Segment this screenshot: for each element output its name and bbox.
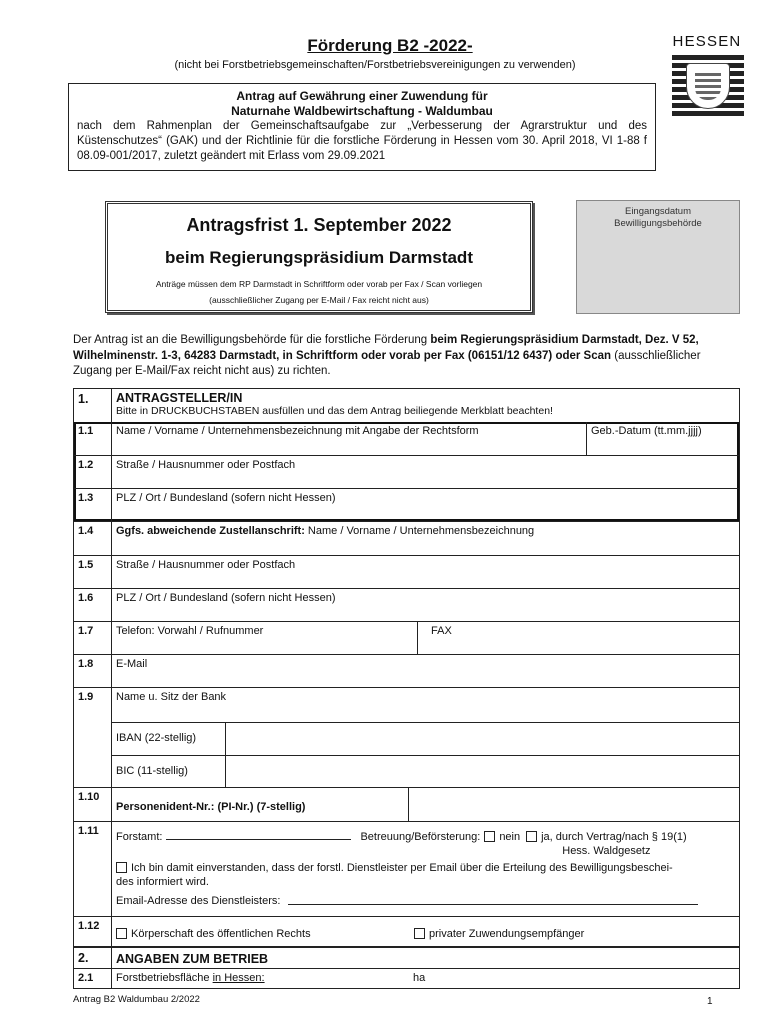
bank-field[interactable] bbox=[112, 688, 739, 722]
row-number: 1.4 bbox=[74, 522, 112, 555]
betreuung-label: Betreuung/Beförsterung: bbox=[360, 831, 481, 843]
forest-area-label: Forstbetriebsfläche bbox=[116, 972, 213, 984]
alt-street-field[interactable] bbox=[112, 556, 739, 588]
email-label: E-Mail bbox=[116, 658, 148, 670]
public-body-label: Körperschaft des öffentlichen Rechts bbox=[131, 928, 311, 940]
alt-address-field[interactable] bbox=[112, 522, 739, 555]
iban-label: IBAN (22-stellig) bbox=[112, 723, 226, 755]
forstamt-label: Forstamt: bbox=[116, 831, 163, 843]
section-1-title: ANTRAGSTELLER/IN bbox=[116, 391, 243, 405]
email-field[interactable] bbox=[112, 655, 739, 687]
instructions-part-2: beim Regierungspräsidium Darmstadt, Dez. V 52, Wilhelminenstr. 1-3, 64283 Darmstadt, in Schriftform oder vorab per Fax (06151/12 6437) oder Scan bbox=[73, 334, 699, 362]
application-form bbox=[73, 388, 740, 989]
birthdate-field[interactable] bbox=[587, 422, 739, 455]
row-number: 1.3 bbox=[74, 489, 112, 521]
section-1-hint: Bitte in DRUCKBUCHSTABEN ausfüllen und das dem Antrag beiliegende Merkblatt beachten! bbox=[116, 405, 553, 417]
pi-number-label: Personenident-Nr.: (PI-Nr.) (7-stellig) bbox=[112, 788, 409, 821]
receipt-stamp-box bbox=[576, 200, 740, 314]
deadline-line-2: beim Regierungspräsidium Darmstadt bbox=[165, 248, 473, 267]
alt-city-label: PLZ / Ort / Bundesland (sofern nicht Hessen) bbox=[116, 592, 336, 604]
submission-instructions bbox=[73, 333, 733, 380]
deadline-line-1: Antragsfrist 1. September 2022 bbox=[186, 215, 452, 235]
phone-label: Telefon: Vorwahl / Rufnummer bbox=[116, 625, 264, 637]
iban-field[interactable] bbox=[226, 723, 739, 755]
row-number: 1.6 bbox=[74, 589, 112, 621]
city-field[interactable] bbox=[112, 489, 739, 521]
public-body-checkbox[interactable] bbox=[116, 928, 127, 939]
intro-heading-2: Naturnahe Waldbewirtschaftung - Waldumbau bbox=[231, 104, 493, 118]
bic-label: BIC (11-stellig) bbox=[112, 756, 226, 788]
stamp-line-2: Bewilligungsbehörde bbox=[614, 218, 702, 229]
row-number: 1.10 bbox=[74, 788, 112, 821]
name-field[interactable] bbox=[112, 422, 587, 455]
section-2-number: 2. bbox=[74, 948, 112, 968]
row-1-12 bbox=[74, 916, 739, 946]
row-number: 1.9 bbox=[74, 688, 112, 787]
row-number: 1.12 bbox=[74, 917, 112, 946]
street-field[interactable] bbox=[112, 456, 739, 488]
section-2-title: ANGABEN ZUM BETRIEB bbox=[116, 952, 269, 966]
instructions-part-3: (ausschließlicher Zugang per E-Mail/Fax reicht nicht aus) zu richten. bbox=[73, 349, 701, 377]
private-recipient-checkbox[interactable] bbox=[414, 928, 425, 939]
ja-label: ja, durch Vertrag/nach § 19(1) bbox=[541, 831, 687, 843]
row-1-11 bbox=[74, 821, 739, 916]
alt-address-label-bold: Ggfs. abweichende Zustellanschrift: bbox=[116, 525, 305, 537]
row-1-6 bbox=[74, 588, 739, 621]
row-1-1 bbox=[74, 422, 739, 455]
fax-label: FAX bbox=[431, 625, 452, 637]
intro-text: nach dem Rahmenplan der Gemeinschaftsaufgabe zur „Verbesserung der Agrarstruktur und des Küstenschutzes“ (GAK) und der Richtlinie für die forstliche Förderung in Hessen vom 30. April 2018, VI 1-88 f 08.09-001/2017, zuletzt geändert mit Erlass vom 29.09.2021 bbox=[77, 120, 647, 162]
intro-heading-1: Antrag auf Gewährung einer Zuwendung für bbox=[236, 89, 488, 103]
bank-label: Name u. Sitz der Bank bbox=[116, 691, 227, 703]
phone-field[interactable] bbox=[112, 622, 418, 654]
document-subtitle: (nicht bei Forstbetriebsgemeinschaften/Forstbetriebsvereinigungen zu verwenden) bbox=[174, 59, 576, 71]
row-number: 1.11 bbox=[74, 822, 112, 916]
row-number: 1.5 bbox=[74, 556, 112, 588]
forstamt-input[interactable] bbox=[166, 830, 351, 840]
pi-number-field[interactable] bbox=[409, 788, 739, 821]
birthdate-label: Geb.-Datum (tt.mm.jjjj) bbox=[591, 425, 702, 437]
section-2-header bbox=[74, 946, 739, 968]
page-number: 1 bbox=[707, 996, 713, 1007]
forest-area-unit: ha bbox=[413, 972, 426, 984]
nein-checkbox[interactable] bbox=[484, 831, 495, 842]
alt-address-label: Name / Vorname / Unternehmensbezeichnung bbox=[304, 525, 535, 537]
consent-label: Ich bin damit einverstanden, dass der forstl. Dienstleister per Email über die Erteilung des Bewilligungsbeschei- bbox=[131, 862, 673, 874]
row-number: 2.1 bbox=[74, 969, 112, 988]
forest-area-label-hessen: in Hessen: bbox=[212, 972, 265, 984]
nein-label: nein bbox=[499, 831, 521, 843]
row-1-9 bbox=[74, 687, 739, 787]
hessen-logo-text: HESSEN bbox=[672, 33, 742, 50]
consent-label-2: des informiert wird. bbox=[116, 876, 209, 888]
row-2-1 bbox=[74, 968, 739, 988]
fax-field[interactable] bbox=[418, 622, 739, 654]
document-title: Förderung B2 -2022- bbox=[307, 36, 473, 55]
section-1-header bbox=[74, 389, 739, 422]
alt-street-label: Straße / Hausnummer oder Postfach bbox=[116, 559, 296, 571]
provider-email-input[interactable] bbox=[288, 895, 698, 905]
instructions-part-1: Der Antrag ist an die Bewilligungsbehörde für die forstliche Förderung bbox=[73, 334, 431, 346]
row-1-4 bbox=[74, 521, 739, 555]
name-label: Name / Vorname / Unternehmensbezeichnung mit Angabe der Rechtsform bbox=[116, 425, 479, 437]
provider-email-label: Email-Adresse des Dienstleisters: bbox=[116, 895, 281, 907]
row-1-8 bbox=[74, 654, 739, 687]
row-1-7 bbox=[74, 621, 739, 654]
alt-city-field[interactable] bbox=[112, 589, 739, 621]
row-1-5 bbox=[74, 555, 739, 588]
row-number: 1.2 bbox=[74, 456, 112, 488]
section-1-number: 1. bbox=[74, 389, 112, 422]
deadline-line-4: (ausschließlicher Zugang per E-Mail / Fax reicht nicht aus) bbox=[209, 295, 429, 305]
deadline-line-3: Anträge müssen dem RP Darmstadt in Schriftform oder vorab per Fax / Scan vorliegen bbox=[155, 279, 483, 289]
city-label: PLZ / Ort / Bundesland (sofern nicht Hessen) bbox=[116, 492, 336, 504]
row-number: 1.1 bbox=[74, 422, 112, 455]
ja-label-2: Hess. Waldgesetz bbox=[562, 845, 651, 857]
row-number: 1.7 bbox=[74, 622, 112, 654]
street-label: Straße / Hausnummer oder Postfach bbox=[116, 459, 296, 471]
hessen-crest-icon bbox=[672, 55, 744, 121]
row-1-2 bbox=[74, 455, 739, 488]
row-number: 1.8 bbox=[74, 655, 112, 687]
applicant-address-group bbox=[74, 422, 739, 521]
row-1-10 bbox=[74, 787, 739, 821]
row-1-3 bbox=[74, 488, 739, 521]
bic-field[interactable] bbox=[226, 756, 739, 788]
intro-box bbox=[68, 83, 656, 171]
stamp-line-1: Eingangsdatum bbox=[624, 206, 692, 217]
consent-checkbox[interactable] bbox=[116, 862, 127, 873]
ja-checkbox[interactable] bbox=[526, 831, 537, 842]
footer-form-id: Antrag B2 Waldumbau 2/2022 bbox=[73, 994, 200, 1005]
deadline-box bbox=[105, 201, 533, 313]
private-recipient-label: privater Zuwendungsempfänger bbox=[429, 928, 585, 940]
